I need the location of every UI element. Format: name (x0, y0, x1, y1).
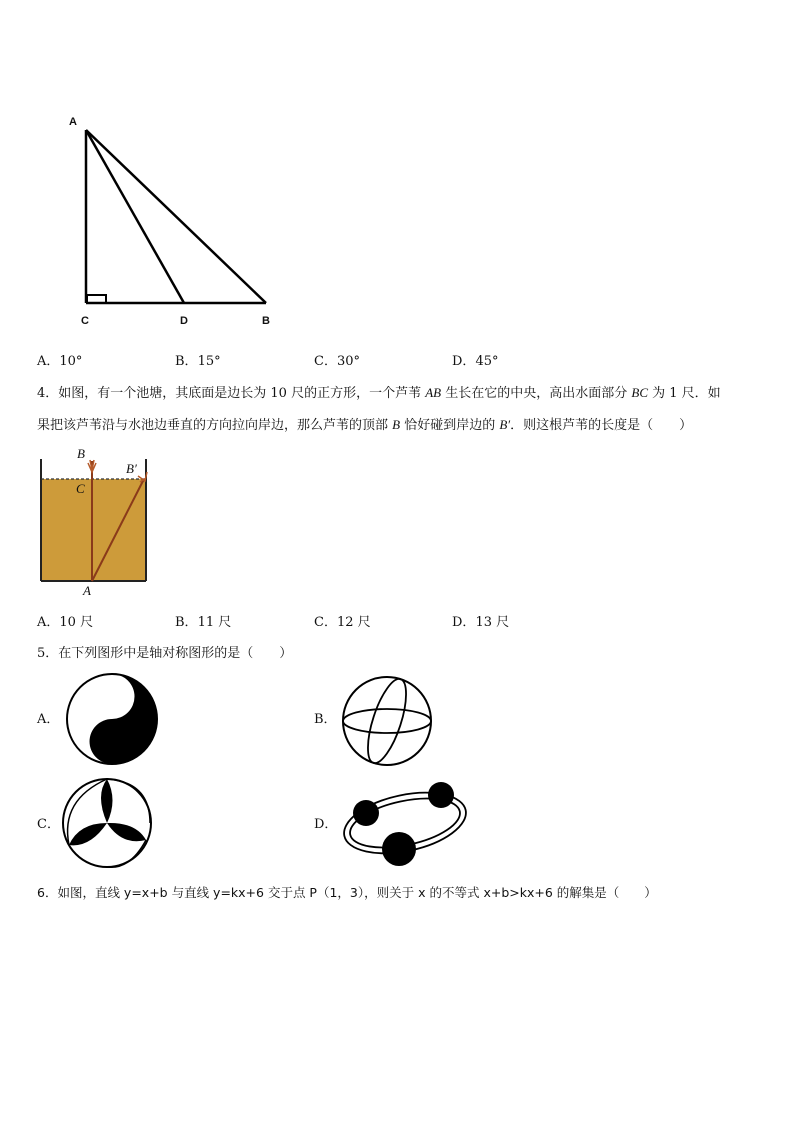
text: 生长在它的中央，高出水面部分 (441, 386, 632, 401)
option-letter: B． (175, 354, 198, 369)
option-letter: D． (452, 615, 476, 630)
q5-stem: 5．在下列图形中是轴对称图形的是（ ） (37, 646, 293, 661)
orbit-figure[interactable] (339, 782, 472, 866)
option-text: 15° (197, 354, 221, 369)
option-letter: B． (175, 615, 198, 630)
option-text: 10 尺 (59, 615, 94, 630)
option-letter: C． (314, 615, 337, 630)
text: 果把该芦苇沿与水池边垂直的方向拉向岸边，那么芦苇的顶部 (37, 418, 393, 433)
pond-label-b: B (77, 446, 85, 461)
option-letter: A． (37, 615, 60, 630)
text: 为 1 尺．如 (648, 386, 721, 401)
option-letter: D． (452, 354, 476, 369)
pond-label-bprime: B′ (126, 461, 137, 476)
text-b: B (392, 417, 401, 432)
q6-stem: 6．如图，直线 y=x+b 与直线 y=kx+6 交于点 P（1，3），则关于 x 的不等式 x+b>kx+6 的解集是（ ） (37, 885, 657, 900)
text: 恰好碰到岸边的 (400, 418, 500, 433)
q5-option-d-label[interactable]: D． (314, 817, 338, 832)
vertex-label-d: D (180, 315, 188, 327)
option-letter: A． (37, 354, 60, 369)
pond-label-a: A (83, 583, 91, 598)
text-bc: BC (631, 385, 648, 400)
text: ．则这根芦苇的长度是（ ） (510, 418, 693, 433)
option-text: 10° (59, 354, 83, 369)
text-bprime: B′ (499, 417, 511, 432)
yin-yang-figure[interactable] (67, 674, 157, 764)
option-text: 11 尺 (197, 615, 232, 630)
option-text: 45° (475, 354, 499, 369)
vertex-label-b: B (262, 315, 270, 327)
pinwheel-figure[interactable] (63, 779, 151, 867)
q5-option-b-label[interactable]: B． (314, 712, 337, 727)
option-text: 30° (336, 354, 360, 369)
q5-option-a-label[interactable]: A． (37, 712, 60, 727)
vertex-label-c: C (81, 315, 89, 327)
sphere-figure[interactable] (343, 675, 431, 767)
text-ab: AB (425, 385, 442, 400)
q5-option-c-label[interactable]: C． (37, 817, 60, 832)
option-letter: C． (314, 354, 337, 369)
option-text: 13 尺 (475, 615, 510, 630)
pond-label-c: C (76, 481, 85, 496)
text: 4．如图，有一个池塘，其底面是边长为 10 尺的正方形，一个芦苇 (37, 386, 426, 401)
vertex-label-a: A (69, 116, 77, 128)
option-text: 12 尺 (336, 615, 371, 630)
